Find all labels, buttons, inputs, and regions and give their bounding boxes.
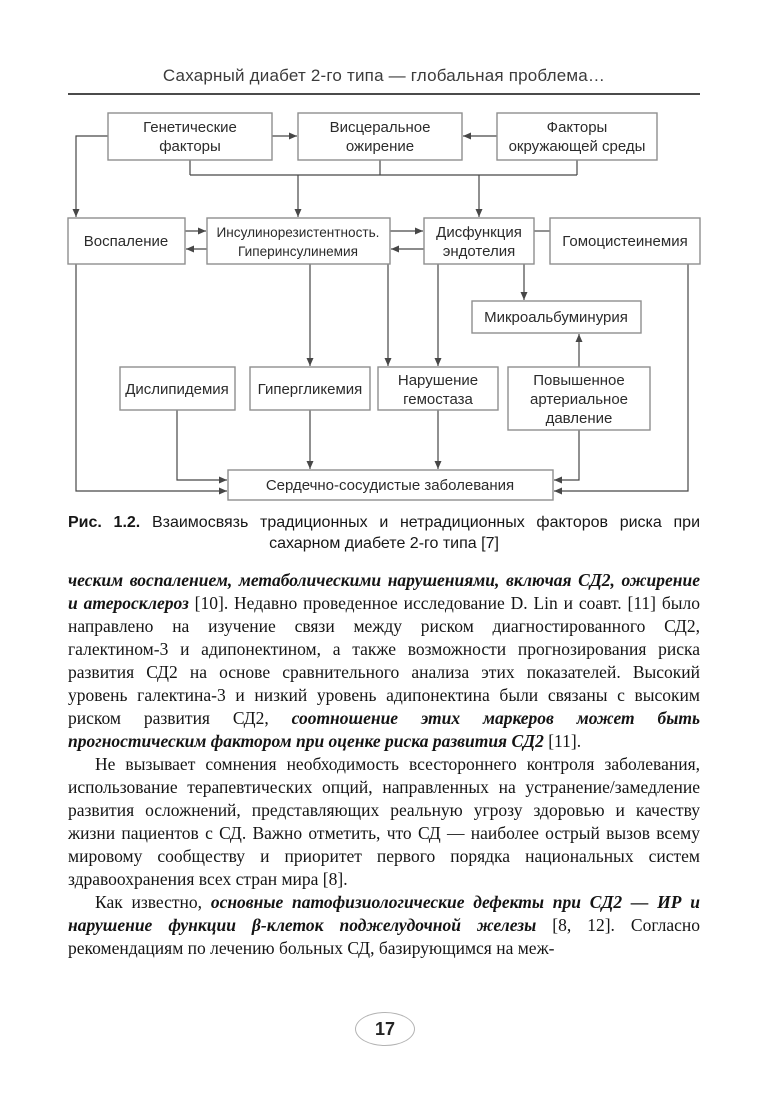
svg-text:Генетическиефакторы: Генетические факторы — [143, 119, 237, 155]
svg-text:Микроальбуминурия: Микроальбуминурия — [484, 309, 628, 326]
svg-text:Дисфункцияэндотелия: Дисфункция эндотелия — [436, 224, 522, 260]
node-homocysteinemia — [550, 218, 700, 264]
paragraph-1-regular-run: [10]. Недавно проведенное исследование D. Lin и соавт. [11] было направлено на изучение связи между риском диагностированного СД2, галектином-3 и адипонектином, а также возможности прогнозирования риска развития СД2 на основе сравнительного анализа этих показателей. Высокий уровень галектина-3 и низкий уровень адипонектина были связаны с высоким риском развития СД2, — [68, 593, 700, 728]
svg-text:Повышенноеартериальноедавление: Повышенное артериальное давление — [530, 372, 628, 427]
node-hyperglycemia — [250, 367, 370, 410]
node-endothelial-dysfunction — [424, 218, 534, 264]
paragraph-1-bold-italic-run: ческим воспалением, метаболическими нарушениями, включая СД2, ожирение и атеросклероз — [68, 570, 700, 613]
node-hypertension — [508, 367, 650, 430]
svg-text:Факторыокружающей среды: Факторы окружающей среды — [508, 119, 646, 155]
running-head: Сахарный диабет 2-го типа — глобальная проблема… — [162, 66, 606, 85]
page-number-badge — [355, 1012, 415, 1046]
figure-caption — [68, 512, 700, 554]
node-genetic-factors — [108, 113, 272, 160]
svg-text:Дислипидемия: Дислипидемия — [125, 381, 229, 398]
node-hemostasis-disorder — [378, 367, 498, 410]
body-text — [68, 569, 700, 960]
node-dyslipidemia — [120, 367, 235, 410]
paragraph-3-bold-italic-run: основные патофизиологические дефекты при СД2 — ИР и нарушение функции β-клеток поджелудочной железы — [68, 892, 700, 935]
node-inflammation — [68, 218, 185, 264]
svg-text:Инсулинорезистентность.Гиперин: Инсулинорезистентность. Гиперинсулинемия — [216, 225, 380, 259]
paragraph-3-regular-run: Как известно, — [95, 892, 211, 912]
figure-caption-label: Рис. 1.2. — [68, 514, 141, 531]
header-rule — [68, 93, 700, 95]
paragraph-1-regular-run-2: [11]. — [543, 731, 582, 751]
node-visceral-obesity — [298, 113, 462, 160]
paragraph-2 — [68, 753, 700, 891]
node-microalbuminuria — [472, 301, 641, 333]
node-cardiovascular-diseases — [228, 470, 553, 500]
node-insulin-resistance — [207, 218, 390, 264]
page-number: 17 — [374, 1018, 396, 1039]
svg-text:Воспаление: Воспаление — [83, 233, 169, 250]
svg-text:Сердечно-сосудистые заболевани: Сердечно-сосудистые заболевания — [265, 477, 515, 494]
paragraph-1 — [68, 569, 700, 753]
figure-1-2-diagram — [60, 105, 708, 505]
svg-text:Висцеральноеожирение: Висцеральное ожирение — [329, 119, 431, 155]
paragraph-2-regular-run: Не вызывает сомнения необходимость всестороннего контроля заболевания, использование терапевтических опций, направленных на устранение/замедление развития осложнений, представляющих реальную угрозу здоровью и качеству жизни пациентов с СД. Важно отметить, что СД — наиболее острый вызов всему мировому сообществу и приоритет первого порядка национальных систем здравоохранения всех стран мира [8]. — [68, 754, 700, 889]
figure-caption-text: Взаимосвязь традиционных и нетрадиционных факторов риска при сахарном диабете 2-го типа [7] — [140, 514, 701, 552]
paragraph-1-bold-italic-run-2: соотношение этих маркеров может быть прогностическим фактором при оценке риска развития СД2 — [68, 708, 700, 751]
svg-text:Гомоцистеинемия: Гомоцистеинемия — [562, 233, 688, 250]
paragraph-3-regular-run-2: [8, 12]. Согласно рекомендациям по лечению больных СД, базирующимся на меж- — [68, 915, 700, 958]
paragraph-3 — [68, 891, 700, 960]
svg-text:Нарушениегемостаза: Нарушение гемостаза — [397, 372, 479, 408]
svg-text:Гипергликемия: Гипергликемия — [257, 381, 363, 398]
node-environmental-factors — [497, 113, 657, 160]
